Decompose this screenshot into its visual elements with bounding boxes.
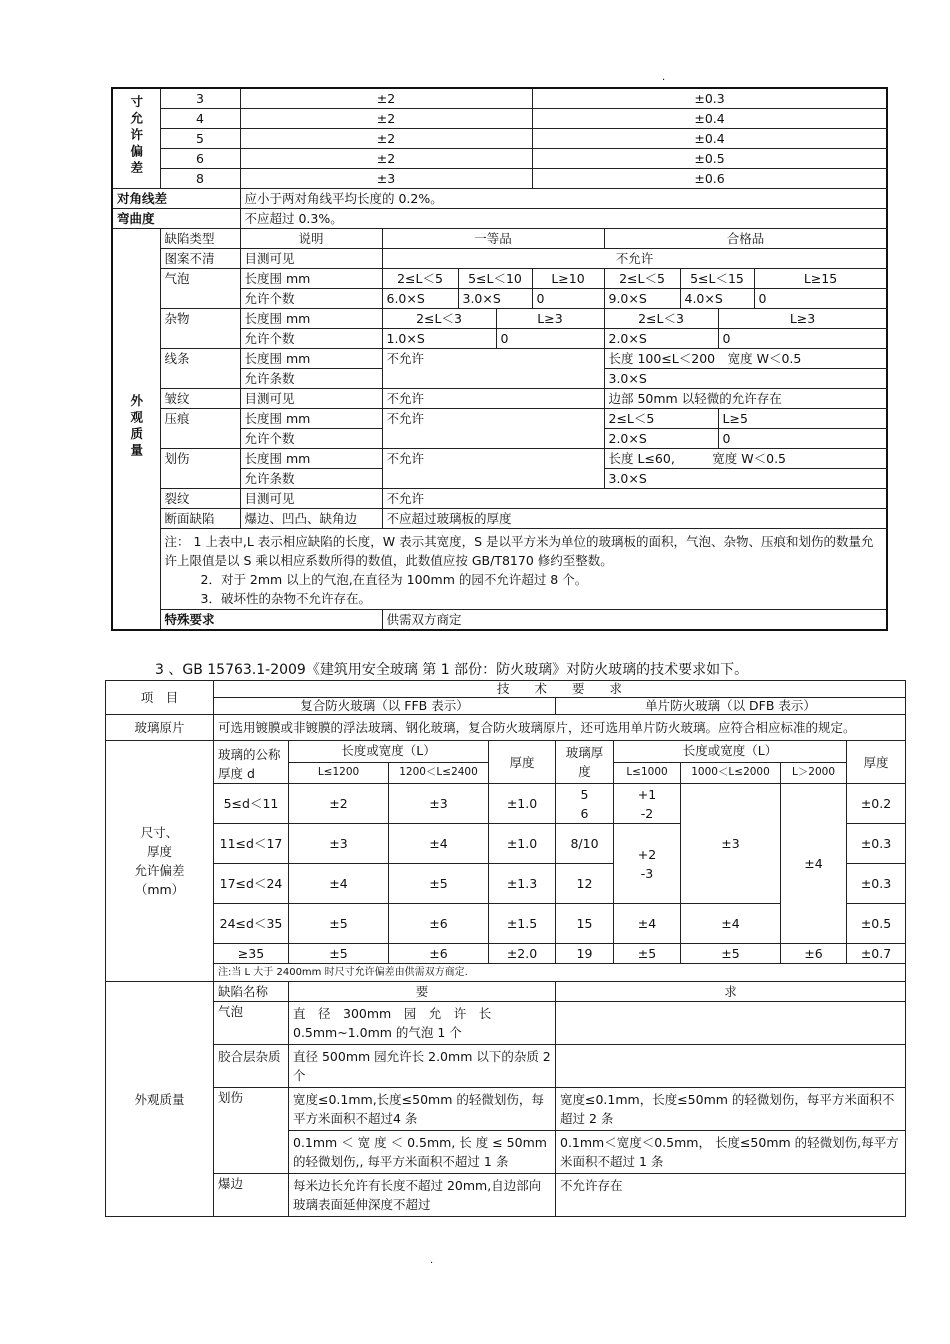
line-pass: 长度 100≤L＜200 宽度 W＜0.5: [604, 349, 887, 369]
bubble-count: 9.0×S: [604, 289, 680, 309]
col-l2400: 1200＜L≤2400: [389, 762, 489, 784]
col-l1200: L≤1200: [289, 762, 389, 784]
bubble-range: L≥10: [532, 269, 604, 289]
tol-t: ±1.5: [489, 904, 556, 944]
thickness-header-dfb: 厚度: [847, 741, 906, 784]
appearance-label: 外观质量: [112, 229, 160, 631]
tol-a: ±5: [289, 944, 389, 964]
defect-dent: 压痕: [160, 409, 240, 449]
notes: [160, 529, 887, 610]
bubble-dfb: [556, 1002, 906, 1045]
defect-desc: 目测可见: [240, 489, 382, 509]
edge-ffb: 每米边长允许有长度不超过 20mm,自边部向玻璃表面延伸深度不超过: [289, 1174, 556, 1217]
nominal-d: ≥35: [214, 944, 289, 964]
scratch-pass: 长度 L≤60, 宽度 W＜0.5: [604, 449, 887, 469]
thickness-header-ffb: 厚度: [489, 741, 556, 784]
tol-ht: ±0.2: [847, 784, 906, 824]
diagonal-label: 对角线差: [112, 189, 240, 209]
item-header: 项 目: [106, 681, 214, 715]
dent-first: 不允许: [382, 409, 604, 449]
lw-header-ffb: 长度或宽度（L）: [289, 741, 489, 763]
impurity-range: L≥3: [496, 309, 604, 329]
raw-glass-text: 可选用镀膜或非镀膜的浮法玻璃、钢化玻璃，复合防火玻璃原片，还可选用单片防火玻璃。应符合相应标准的规定。: [214, 715, 906, 741]
dim-thick-tol: ±0.4: [532, 109, 887, 129]
defect-bubble: 气泡: [160, 269, 240, 309]
glue-dfb: [556, 1045, 906, 1088]
defect-section: 断面缺陷: [160, 509, 240, 529]
impurity-count: 0: [718, 329, 887, 349]
impurity-count: 2.0×S: [604, 329, 718, 349]
dim-thick-tol: ±0.6: [532, 169, 887, 189]
dent-pass: L≥5: [718, 409, 887, 429]
tol-f: ±4: [681, 904, 781, 944]
dim-thickness: 5: [160, 129, 240, 149]
line-first: 不允许: [382, 349, 604, 389]
hdr-pass-grade: 合格品: [604, 229, 887, 249]
defect-name-header: 缺陷名称: [214, 982, 289, 1002]
defect-desc: 长度围 mm: [240, 349, 382, 369]
defect-desc: 爆边、凹凸、缺角边: [240, 509, 382, 529]
glass-thick: 15: [556, 904, 614, 944]
tol-h: ±6: [781, 944, 847, 964]
bubble-count: 0: [754, 289, 887, 309]
defect-scratch-2: 划伤: [214, 1088, 289, 1174]
tol-b: ±6: [389, 944, 489, 964]
nominal-d: 11≤d＜17: [214, 824, 289, 864]
defect-desc: 允许个数: [240, 289, 382, 309]
dim-thick-tol: ±0.4: [532, 129, 887, 149]
col-l1000: L≤1000: [614, 762, 681, 784]
appearance-label-2: 外观质量: [106, 982, 214, 1217]
dim-thickness: 4: [160, 109, 240, 129]
bubble-range: 5≤L＜10: [458, 269, 532, 289]
wrinkle-first: 不允许: [382, 389, 604, 409]
defect-desc: 目测可见: [240, 389, 382, 409]
impurity-range: L≥3: [718, 309, 887, 329]
dim-thickness: 3: [160, 88, 240, 109]
bend-label: 弯曲度: [112, 209, 240, 229]
tol-a: ±2: [289, 784, 389, 824]
tol-e: ±5: [614, 944, 681, 964]
col-l2000: 1000＜L≤2000: [681, 762, 781, 784]
bend-text: 不应超过 0.3%。: [240, 209, 887, 229]
defect-line: 线条: [160, 349, 240, 389]
tol-t: ±1.0: [489, 784, 556, 824]
tol-e-mid: +2 -3: [614, 824, 681, 904]
bubble-count: 4.0×S: [680, 289, 754, 309]
dim-label: [106, 741, 214, 982]
dim-thickness: 6: [160, 149, 240, 169]
tol-b: ±5: [389, 864, 489, 904]
defect-desc: 允许条数: [240, 469, 382, 489]
impurity-range: 2≤L＜3: [604, 309, 718, 329]
req-header-a: 要: [289, 982, 556, 1002]
tol-b: ±3: [389, 784, 489, 824]
scratch-dfb-2: 0.1mm＜宽度＜0.5mm， 长度≤50mm 的轻微划伤,每平方米面积不超过 1 条: [556, 1131, 906, 1174]
nominal-d: 17≤d＜24: [214, 864, 289, 904]
scratch-pass: 3.0×S: [604, 469, 887, 489]
dim-thickness: 8: [160, 169, 240, 189]
nominal-d: 5≤d＜11: [214, 784, 289, 824]
page-dot-top: .: [662, 72, 666, 83]
scratch-ffb-2: 0.1mm ＜ 宽 度 ＜ 0.5mm, 长 度 ≤ 50mm 的轻微划伤,, 每平方米面积不超过 1 条: [289, 1131, 556, 1174]
impurity-count: 0: [496, 329, 604, 349]
nominal-d: 24≤d＜35: [214, 904, 289, 944]
tol-h-mid: ±4: [781, 784, 847, 944]
nominal-thickness-header: 玻璃的公称厚度 d: [214, 741, 289, 784]
defect-desc: 允许个数: [240, 429, 382, 449]
note-1: 注： 1 上表中,L 表示相应缺陷的长度，W 表示其宽度，S 是以平方米为单位的玻璃板的面积，气泡、杂物、压痕和划伤的数量允许上限值是以 S 乘以相应系数所得的数值，此数值应按 GB/T8170 修约至整数。: [164, 534, 874, 568]
scratch-ffb-1: 宽度≤0.1mm,长度≤50mm 的轻微划伤，每平方米面积不超过4 条: [289, 1088, 556, 1131]
tol-t: ±1.3: [489, 864, 556, 904]
page-dot-bottom: .: [430, 1255, 434, 1266]
edge-dfb: 不允许存在: [556, 1174, 906, 1217]
dim-len-tol: ±3: [240, 169, 532, 189]
tol-a: ±5: [289, 904, 389, 944]
tech-req-header: 技 术 要 求: [214, 681, 906, 698]
bubble-ffb: 直 径 300mm 园 允 许 长 0.5mm~1.0mm 的气泡 1 个: [289, 1002, 556, 1045]
glue-ffb: 直径 500mm 园允许长 2.0mm 以下的杂质 2 个: [289, 1045, 556, 1088]
tol-e: +1 -2: [614, 784, 681, 824]
raw-glass-label: 玻璃原片: [106, 715, 214, 741]
defect-value: 不允许: [382, 249, 887, 269]
tol-b: ±4: [389, 824, 489, 864]
bubble-range: 2≤L＜5: [382, 269, 458, 289]
dim-len-tol: ±2: [240, 149, 532, 169]
col-lgt2000: L＞2000: [781, 762, 847, 784]
tol-ht: ±0.7: [847, 944, 906, 964]
defect-glue: 胶合层杂质: [214, 1045, 289, 1088]
diagonal-text: 应小于两对角线平均长度的 0.2%。: [240, 189, 887, 209]
tol-f-mid: ±3: [681, 784, 781, 904]
defect-desc: 允许条数: [240, 369, 382, 389]
scratch-dfb-1: 宽度≤0.1mm，长度≤50mm 的轻微划伤，每平方米面积不超过 2 条: [556, 1088, 906, 1131]
impurity-range: 2≤L＜3: [382, 309, 496, 329]
note-2: 2．对于 2mm 以上的气泡,在直径为 100mm 的园不允许超过 8 个。: [200, 572, 588, 587]
dim-label-line: （mm）: [134, 882, 185, 897]
dim-len-tol: ±2: [240, 88, 532, 109]
glass-thickness-header: 玻璃厚度: [556, 741, 614, 784]
line-pass: 3.0×S: [604, 369, 887, 389]
tol-a: ±4: [289, 864, 389, 904]
dfb-header: 单片防火玻璃（以 DFB 表示）: [556, 698, 906, 715]
tol-t: ±2.0: [489, 944, 556, 964]
lw-header-dfb: 长度或宽度（L）: [614, 741, 847, 763]
defect-bubble-2: 气泡: [214, 1002, 289, 1045]
special-label: 特殊要求: [160, 610, 382, 631]
scratch-first: 不允许: [382, 449, 604, 489]
hdr-desc: 说明: [240, 229, 382, 249]
tol-t: ±1.0: [489, 824, 556, 864]
defect-desc: 目测可见: [240, 249, 382, 269]
tol-ht: ±0.3: [847, 824, 906, 864]
defect-desc: 允许个数: [240, 329, 382, 349]
dim-tolerance-label: 寸允许偏差: [112, 88, 160, 189]
bubble-count: 6.0×S: [382, 289, 458, 309]
defect-pattern: 图案不清: [160, 249, 240, 269]
defect-desc: 长度围 mm: [240, 269, 382, 289]
hdr-first-grade: 一等品: [382, 229, 604, 249]
dim-len-tol: ±2: [240, 109, 532, 129]
defect-table: [111, 87, 888, 631]
section-3-title: 3 、GB 15763.1-2009《建筑用安全玻璃 第 1 部份：防火玻璃》对防火玻璃的技术要求如下。: [155, 662, 749, 678]
bubble-count: 3.0×S: [458, 289, 532, 309]
wrinkle-pass: 边部 50mm 以轻微的允许存在: [604, 389, 887, 409]
dim-label-line: 尺寸、: [140, 825, 179, 840]
hdr-defect-type: 缺陷类型: [160, 229, 240, 249]
dim-label-line: 允许偏差: [134, 863, 185, 878]
tol-b: ±6: [389, 904, 489, 944]
defect-edge: 爆边: [214, 1174, 289, 1217]
defect-crack: 裂纹: [160, 489, 240, 509]
glass-thick: 12: [556, 864, 614, 904]
special-text: 供需双方商定: [382, 610, 887, 631]
glass-thick: 19: [556, 944, 614, 964]
dim-thick-tol: ±0.3: [532, 88, 887, 109]
tol-a: ±3: [289, 824, 389, 864]
fire-glass-table: [105, 680, 906, 1217]
defect-impurity: 杂物: [160, 309, 240, 349]
ffb-header: 复合防火玻璃（以 FFB 表示）: [214, 698, 556, 715]
defect-scratch: 划伤: [160, 449, 240, 489]
tol-e: ±4: [614, 904, 681, 944]
defect-desc: 长度围 mm: [240, 409, 382, 429]
req-header-b: 求: [556, 982, 906, 1002]
defect-desc: 长度围 mm: [240, 309, 382, 329]
dim-label-line: 厚度: [146, 844, 172, 859]
defect-desc: 长度围 mm: [240, 449, 382, 469]
dim-len-tol: ±2: [240, 129, 532, 149]
note-3: 3．破坏性的杂物不允许存在。: [200, 591, 371, 606]
dim-note: 注:当 L 大于 2400mm 时尺寸允许偏差由供需双方商定.: [214, 964, 906, 982]
bubble-range: 5≤L＜15: [680, 269, 754, 289]
bubble-range: 2≤L＜5: [604, 269, 680, 289]
dim-thick-tol: ±0.5: [532, 149, 887, 169]
section-value: 不应超过玻璃板的厚度: [382, 509, 887, 529]
bubble-range: L≥15: [754, 269, 887, 289]
bubble-count: 0: [532, 289, 604, 309]
defect-wrinkle: 皱纹: [160, 389, 240, 409]
glass-thick: 5 6: [556, 784, 614, 824]
tol-f: ±5: [681, 944, 781, 964]
glass-thick: 8/10: [556, 824, 614, 864]
tol-ht: ±0.3: [847, 864, 906, 904]
dent-pass: 2≤L＜5: [604, 409, 718, 429]
tol-ht: ±0.5: [847, 904, 906, 944]
dent-pass: 0: [718, 429, 887, 449]
crack-value: 不允许: [382, 489, 887, 509]
dent-pass: 2.0×S: [604, 429, 718, 449]
impurity-count: 1.0×S: [382, 329, 496, 349]
